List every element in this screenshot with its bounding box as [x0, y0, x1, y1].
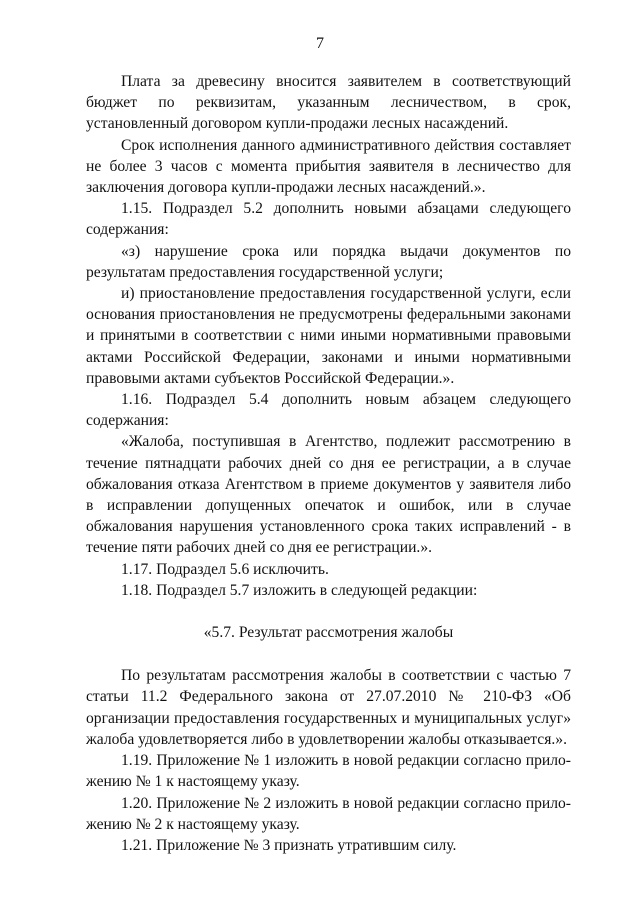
- page-number: 7: [316, 35, 324, 52]
- paragraph-complaint-result: По результатам рассмотрения жалобы в соответствии с частью 7 статьи 11.2 Федерального закона от 27.07.2010 № 210-ФЗ «Об организации предоставления государственных и муниципальных услуг» жалоба удовлетворяется либо в удовлетворении жалобы отказывается.».: [86, 667, 571, 748]
- paragraph-item-1-15: 1.15. Подраздел 5.2 дополнить новыми абзацами следующего содержания:: [86, 200, 571, 239]
- paragraph-subitem-i: и) приостановление предоставления государственной услуги, если основания приостановления не предусмотрены федеральными законами и принятыми в соответствии с ними иными нормативными правовыми актами Российской Федерации, законами и иными нормативными правовыми актами субъектов Российской Федерации.».: [86, 285, 571, 387]
- paragraph-complaint: «Жалоба, поступившая в Агентство, подлежит рассмотрению в течение пятнадцати рабочих дней со дня ее регистрации, а в случае обжалования отказа Агентством в приеме документов у заявителя либо в исправлении допущенных опечаток и ошибок, или в случае обжалования нарушения установленного срока таких исправлений - в течение пяти рабочих дней со дня ее регистрации.».: [86, 433, 571, 557]
- paragraph-item-1-17: 1.17. Подраздел 5.6 исключить.: [121, 560, 329, 578]
- paragraph-item-1-19: 1.19. Приложение № 1 изложить в новой редакции согласно приложению № 1 к настоящему указу.: [86, 752, 571, 791]
- section-heading: «5.7. Результат рассмотрения жалобы: [203, 624, 454, 642]
- paragraph-subitem-z: «з) нарушение срока или порядка выдачи документов по результатам предоставления государственной услуги;: [86, 242, 571, 281]
- document-body: [86, 71, 571, 856]
- paragraph-item-1-18: 1.18. Подраздел 5.7 изложить в следующей редакции:: [121, 581, 478, 599]
- paragraph-item-1-20: 1.20. Приложение № 2 изложить в новой редакции согласно приложению № 2 к настоящему указу.: [86, 794, 571, 833]
- paragraph-payment: Плата за древесину вносится заявителем в соответствующий бюджет по реквизитам, указанным лесничеством, в срок, установленный договором купли-продажи лесных насаждений.: [86, 73, 571, 133]
- paragraph-execution-term: Срок исполнения данного административного действия составляет не более 3 часов с момента прибытия заявителя в лесничество для заключения договора купли-продажи лесных насаждений.».: [86, 136, 571, 197]
- paragraph-item-1-16: 1.16. Подраздел 5.4 дополнить новым абзацем следующего содержания:: [86, 391, 571, 430]
- paragraph-item-1-21: 1.21. Приложение № 3 признать утратившим силу.: [121, 836, 457, 854]
